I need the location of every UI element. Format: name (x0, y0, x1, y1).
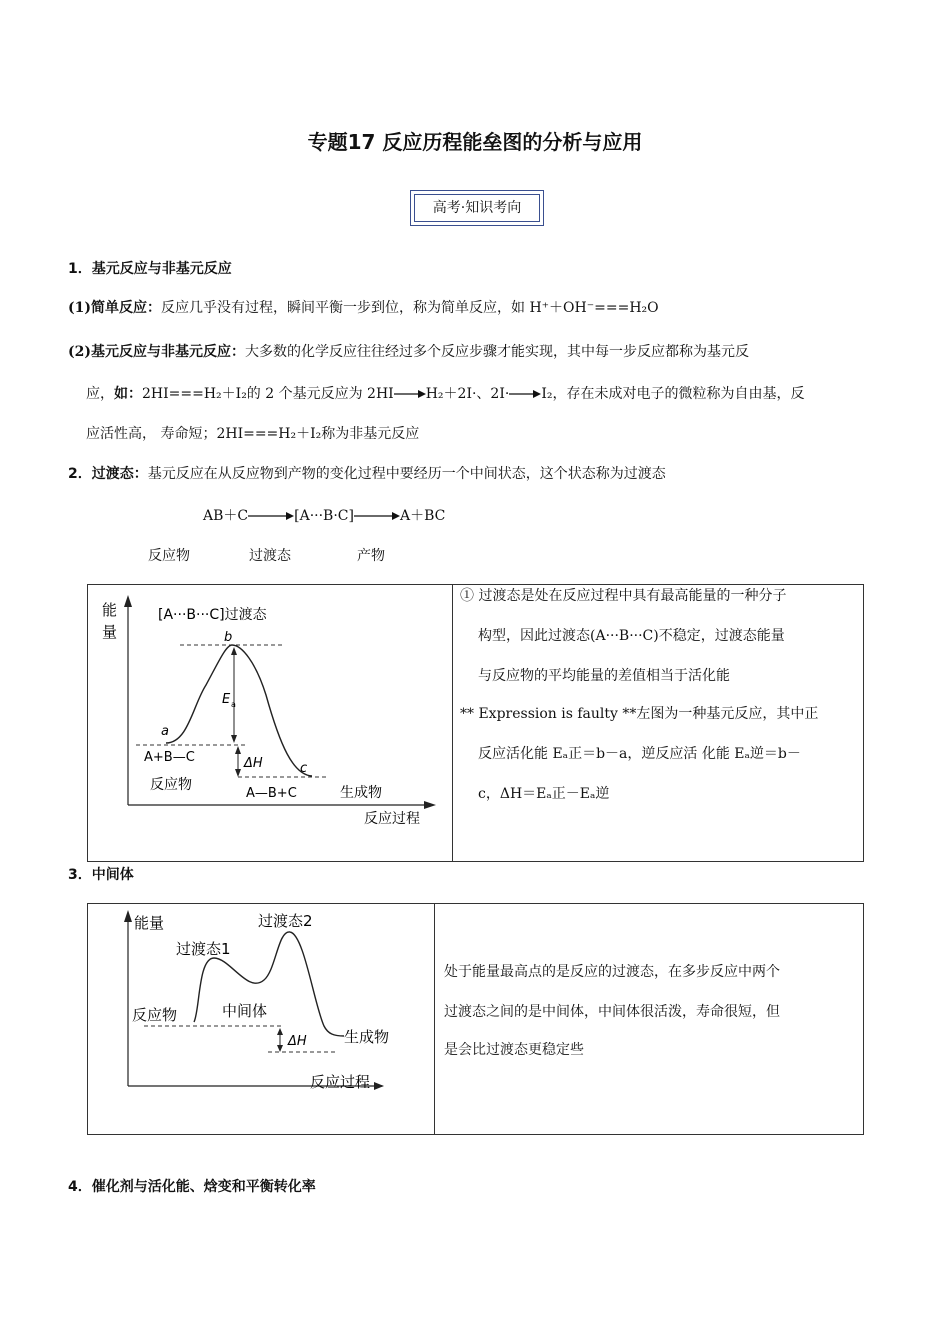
energy-diagram-2 (88, 904, 433, 1134)
reactant-formula: A+B—C (144, 750, 195, 765)
energy-diagram-1 (88, 585, 451, 861)
eq-left: AB＋C (203, 508, 249, 524)
box1-note1-line2: 构型，因此过渡态(A···B···C)不稳定，过渡态能量 (478, 628, 785, 644)
s1-item2-label: (2)基元反应与非基元反应： (68, 344, 245, 360)
ts1-label: 过渡态1 (176, 940, 231, 958)
x-axis-label: 反应过程 (364, 811, 420, 827)
y-axis-label: 能量 (134, 914, 165, 932)
s1-line2-part-c: 2HI===H₂＋I₂的 2 个基元反应为 2HI (142, 386, 394, 402)
section-4-heading: 4．催化剂与活化能、焓变和平衡转化率 (68, 1179, 316, 1195)
section-tag-label: 高考·知识考向 (414, 194, 540, 222)
section-3-heading: 3．中间体 (68, 867, 134, 883)
s1-line2-part-d: H₂＋2I·、2I· (425, 386, 510, 402)
arrow-right-icon (509, 389, 541, 399)
box-2-divider (434, 903, 435, 1135)
s1-item2-line3: 应活性高， 寿命短；2HI===H₂＋I₂称为非基元反应 (86, 426, 420, 442)
x-axis-label: 反应过程 (310, 1073, 371, 1091)
ea-label: E (222, 692, 231, 707)
y-axis-arrow-icon (124, 910, 132, 922)
s1-item1 (68, 298, 659, 318)
dh-label: ΔH (244, 756, 263, 771)
eq-mid: [A···B·C] (294, 508, 354, 524)
s1-item2-line2 (86, 384, 804, 404)
ts2-label: 过渡态2 (258, 912, 313, 930)
page-title: 专题17 反应历程能垒图的分析与应用 (307, 130, 643, 154)
box2-note-line2: 过渡态之间的是中间体，中间体很活泼，寿命很短，但 (444, 1004, 780, 1020)
point-c: c (300, 761, 308, 776)
box2-note-line3: 是会比过渡态更稳定些 (444, 1042, 584, 1058)
box1-note1-line1: ① 过渡态是处在反应过程中具有最高能量的一种分子 (460, 588, 787, 604)
x-axis-arrow-icon (424, 801, 436, 809)
box2-note-line1: 处于能量最高点的是反应的过渡态，在多步反应中两个 (444, 964, 780, 980)
arrow-right-icon (394, 389, 426, 399)
eq-right: A＋BC (399, 508, 446, 524)
arrow-right-icon (354, 511, 400, 521)
reactant-label: 反应物 (150, 777, 192, 793)
y-label-1: 能 (102, 601, 118, 619)
box1-note2-line1: ** Expression is faulty **左图为一种基元反应，其中正 (460, 706, 819, 722)
dh-arrow-up-icon (277, 1028, 283, 1035)
s1-item2 (68, 342, 749, 362)
y-axis-arrow-icon (124, 595, 132, 607)
eq-label-ts: 过渡态 (249, 548, 291, 564)
box1-note2-line3: c，ΔH＝Eₐ正－Eₐ逆 (478, 786, 610, 802)
section-2-heading: 2．过渡态： (68, 466, 148, 482)
dh-arrow-down-icon (277, 1045, 283, 1052)
box1-note2-line2: 反应活化能 Eₐ正＝b－a，逆反应活 化能 Eₐ逆＝b－ (478, 746, 801, 762)
product-label: 生成物 (340, 785, 382, 801)
section-1-heading: 1．基元反应与非基元反应 (68, 261, 232, 277)
s1-line2-part-b: 如： (114, 386, 142, 402)
ea-arrow-up-icon (231, 647, 237, 655)
s2-line (68, 464, 666, 484)
eq-label-product: 产物 (357, 548, 385, 564)
ts-label: [A···B···C]过渡态 (158, 607, 267, 623)
ea-sub: a (231, 700, 236, 709)
reactant-label: 反应物 (132, 1006, 178, 1024)
dh-arrow-down-icon (235, 769, 241, 777)
intermediate-label: 中间体 (222, 1002, 268, 1020)
point-b: b (224, 630, 233, 645)
box-1-divider (452, 584, 453, 862)
product-formula: A—B+C (246, 786, 297, 801)
y-label-2: 量 (102, 623, 118, 641)
s1-line2-part-e: I₂，存在未成对电子的微粒称为自由基，反 (541, 386, 805, 402)
arrow-right-icon (248, 511, 294, 521)
s1-item1-text: 反应几乎没有过程，瞬间平衡一步到位，称为简单反应，如 H⁺＋OH⁻===H₂O (161, 300, 659, 316)
ea-arrow-down-icon (231, 735, 237, 743)
s1-line2-part-a: 应， (86, 386, 114, 402)
s2-text: 基元反应在从反应物到产物的变化过程中要经历一个中间状态，这个状态称为过渡态 (147, 466, 666, 482)
box1-note1-line3: 与反应物的平均能量的差值相当于活化能 (478, 668, 730, 684)
x-axis-arrow-icon (374, 1082, 384, 1090)
section-tag (410, 190, 544, 226)
dh-label: ΔH (288, 1034, 307, 1049)
point-a: a (161, 724, 169, 739)
eq-label-reactant: 反应物 (148, 548, 190, 564)
product-label: 生成物 (344, 1028, 390, 1046)
s1-item1-label: (1)简单反应： (68, 300, 161, 316)
s2-equation (203, 506, 445, 526)
dh-arrow-up-icon (235, 746, 241, 754)
s1-item2-line1: 大多数的化学反应往往经过多个反应步骤才能实现，其中每一步反应都称为基元反 (245, 344, 749, 360)
